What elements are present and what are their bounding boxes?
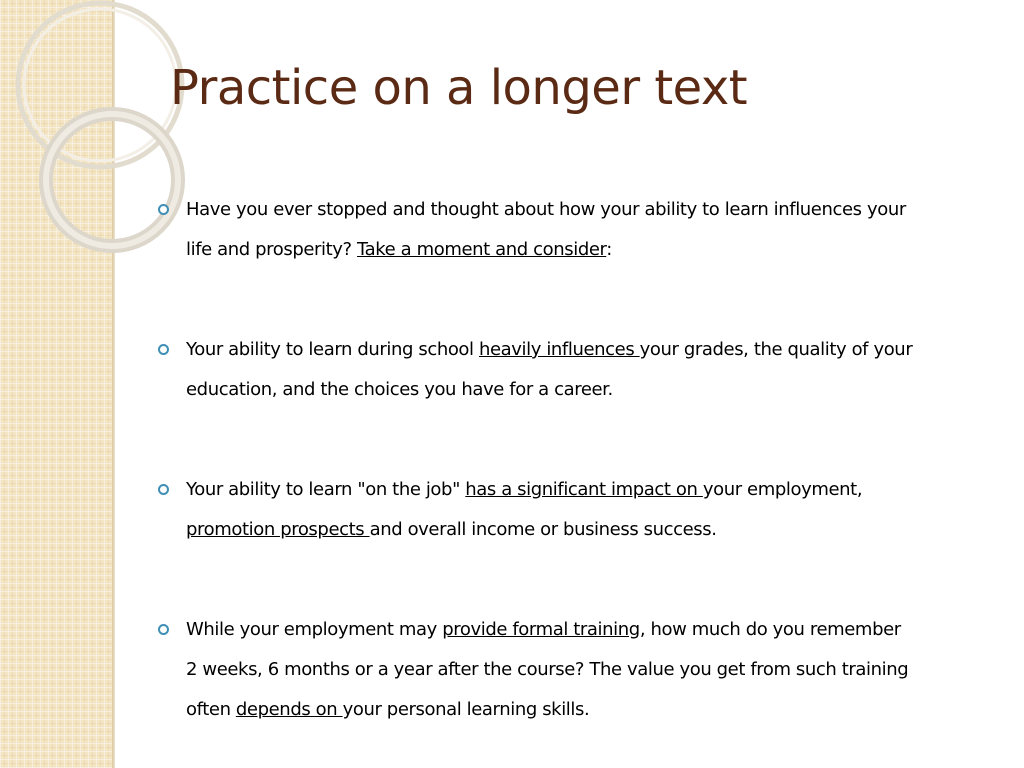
bullet-item <box>156 610 916 730</box>
bullet-circle-icon <box>158 624 169 635</box>
bullet-item <box>156 330 916 410</box>
bullet-text: your employment, <box>702 479 863 500</box>
decorative-rings <box>0 0 170 300</box>
bullet-circle-icon <box>158 344 169 355</box>
underlined-phrase: has a significant impact on <box>465 479 703 500</box>
ring-large-outer <box>18 3 182 167</box>
underlined-phrase: promotion prospects <box>186 519 370 540</box>
bullet-text: : <box>606 239 612 260</box>
underlined-phrase: Take a moment and consider <box>357 239 607 260</box>
bullet-list <box>156 190 916 730</box>
bullet-text: While your employment may <box>186 619 443 640</box>
bullet-text: your personal learning skills. <box>342 699 590 720</box>
bullet-item <box>156 190 916 270</box>
bullet-circle-icon <box>158 484 169 495</box>
bullet-text: Your ability to learn "on the job" <box>186 479 466 500</box>
bullet-circle-icon <box>158 204 169 215</box>
underlined-phrase: provide formal training <box>442 619 640 640</box>
bullet-text: your grades, the quality of your education, and the choices you have for a career. <box>186 339 913 400</box>
bullet-text: and overall income or business success. <box>369 519 717 540</box>
bullet-text: , how much do you remember 2 weeks, 6 months or a year after the course? The value you get from such training often <box>186 619 909 720</box>
underlined-phrase: depends on <box>235 699 343 720</box>
ring-large-inner <box>24 9 176 161</box>
underlined-phrase: heavily influences <box>478 339 640 360</box>
bullet-text: Your ability to learn during school <box>186 339 479 360</box>
bullet-text: Have you ever stopped and thought about how your ability to learn influences your life and prosperity? <box>186 199 906 260</box>
slide-title: Practice on a longer text <box>170 60 748 116</box>
bullet-item <box>156 470 916 550</box>
